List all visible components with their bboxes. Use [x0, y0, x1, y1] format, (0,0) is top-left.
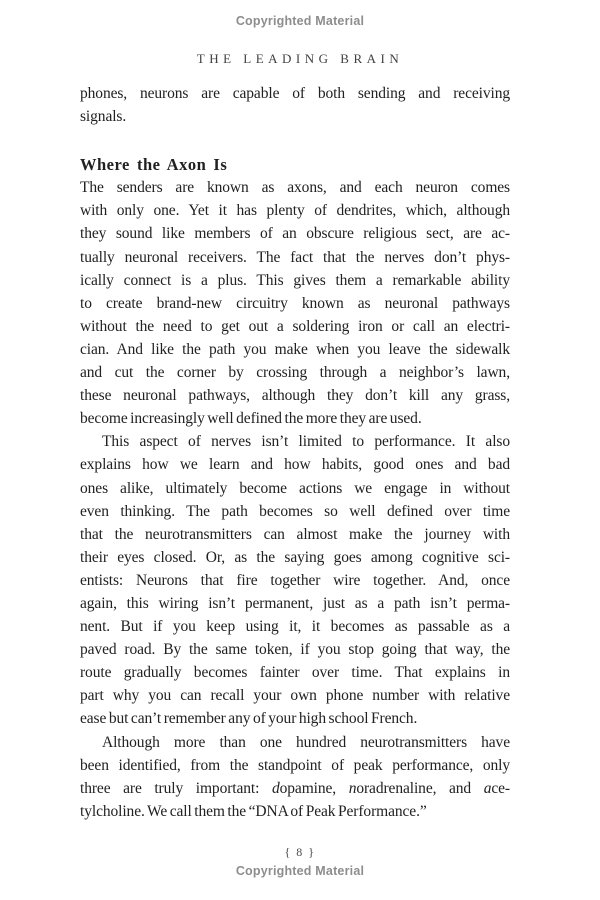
copyright-notice-bottom: Copyrighted Material [235, 864, 365, 878]
body-line: that the neurotransmitters can almost make the journey with [80, 525, 510, 543]
running-header: THE LEADING BRAIN [196, 51, 404, 66]
body-line: become increasingly well defined the more they are used. [80, 410, 422, 428]
paragraph-1 [80, 176, 510, 430]
text-segment: ce- [491, 779, 510, 797]
body-line: been identified, from the standpoint of peak performance, only [80, 756, 510, 774]
body-line: explains how we learn and how habits, good ones and bad [80, 456, 510, 474]
body-line: paved road. By the same token, if you stop going that way, the [80, 641, 510, 659]
body-line: with only one. Yet it has plenty of dendrites, which, although [80, 202, 510, 220]
italic-letter: n [348, 779, 357, 797]
body-line: signals. [80, 108, 127, 126]
body-line: tylcholine. We call them the “DNA of Peak Performance.” [80, 802, 427, 820]
body-line: to create brand-new circuitry known as neuronal pathways [80, 294, 510, 312]
body-line: again, this wiring isn’t permanent, just as a path isn’t perma- [80, 594, 510, 612]
body-line: ones alike, ultimately become actions we engage in without [80, 479, 510, 497]
body-line: phones, neurons are capable of both sending and receiving [80, 85, 510, 102]
body-line: without the need to get out a soldering iron or call an electri- [80, 317, 510, 335]
body-line: they sound like members of an obscure religious sect, are ac- [80, 225, 510, 243]
body-line: part why you can recall your own phone number with relative [80, 687, 510, 705]
body-line: entists: Neurons that fire together wire together. And, once [80, 571, 510, 589]
body-line: Although more than one hundred neurotransmitters have [102, 733, 510, 751]
body-line: nent. But if you keep using it, it becomes as passable as a [80, 618, 510, 636]
text-block [80, 82, 510, 823]
italic-letter: d [271, 779, 280, 797]
body-line: cian. And like the path you make when you leave the sidewalk [80, 340, 510, 358]
body-line: ically connect is a plus. This gives them a remarkable ability [80, 271, 510, 289]
paragraph-2 [80, 430, 510, 730]
body-line: and cut the corner by crossing through a neighbor’s lawn, [80, 364, 510, 382]
body-line: even thinking. The path becomes so well defined over time [80, 502, 510, 520]
text-segment: oradrenaline, and [356, 779, 484, 797]
body-line: This aspect of nerves isn’t limited to performance. It also [102, 433, 510, 451]
page-number: { 8 } [284, 845, 316, 859]
paragraph-intro [80, 82, 510, 128]
body-line: ease but can’t remember any of your high school French. [80, 710, 418, 728]
body-line: their eyes closed. Or, as the saying goes among cognitive sci- [80, 548, 510, 566]
text-segment: opamine, [279, 779, 349, 797]
body-line: these neuronal pathways, although they don’t kill any grass, [80, 387, 510, 405]
body-line: tually neuronal receivers. The fact that the nerves don’t phys- [80, 248, 510, 266]
paragraph-3 [80, 731, 510, 823]
section-heading: Where the Axon Is [80, 155, 228, 175]
body-line: route gradually becomes fainter over time. That explains in [80, 664, 510, 682]
text-segment: three are truly important: [80, 779, 272, 797]
copyright-notice-top: Copyrighted Material [235, 14, 365, 28]
italic-letter: a [483, 779, 492, 797]
body-line: The senders are known as axons, and each neuron comes [80, 179, 510, 197]
body-line [80, 777, 510, 800]
